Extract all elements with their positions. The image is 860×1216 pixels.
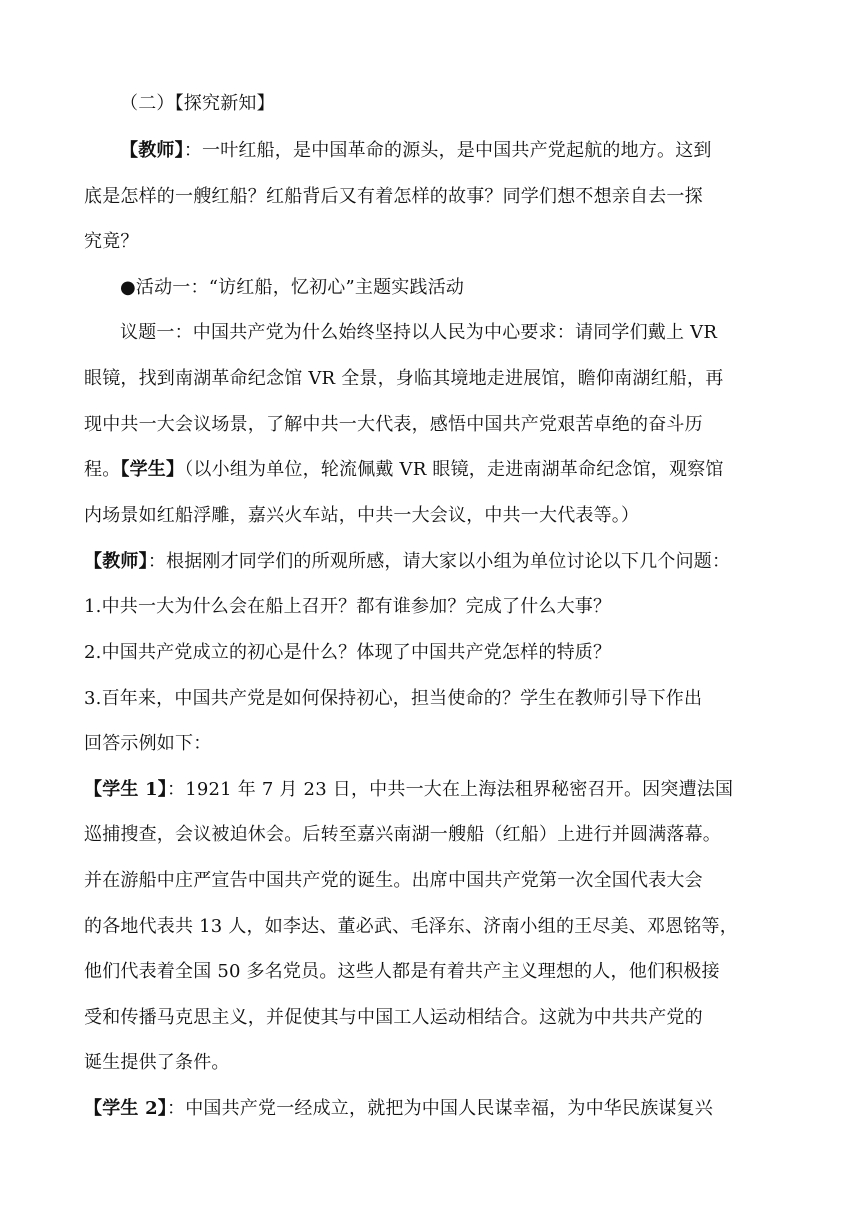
teacher-paragraph-line-2: 底是怎样的一艘红船？红船背后又有着怎样的故事？同学们想不想亲自去一探 (84, 186, 703, 207)
student-label: 【学生】 (120, 459, 185, 480)
student1-line-7: 诞生提供了条件。 (84, 1052, 230, 1073)
student1-line-2: 巡捕搜查，会议被迫休会。后转至嘉兴南湖一艘船（红船）上进行并圆满落幕。 (84, 824, 721, 845)
student1-text: ：1921 年 7 月 23 日，中共一大在上海法租界秘密召开。因突遭法国 (167, 779, 734, 800)
student1-line-4: 的各地代表共 13 人，如李达、董必武、毛泽东、济南小组的王尽美、邓恩铭等， (84, 916, 738, 937)
teacher-prompt-text: ：根据刚才同学们的所观所感，请大家以小组为单位讨论以下几个问题： (147, 551, 731, 572)
topic-line-1: 议题一：中国共产党为什么始终坚持以人民为中心要求：请同学们戴上 VR (120, 322, 718, 343)
teacher-label: 【教师】 (120, 140, 184, 161)
topic-prefix: 程。 (84, 459, 121, 480)
student2-text: ：中国共产党一经成立，就把为中国人民谋幸福，为中华民族谋复兴 (167, 1098, 713, 1119)
question-3-continued: 回答示例如下： (84, 733, 212, 754)
student1-label: 【学生 1】 (84, 779, 167, 800)
student1-line-6: 受和传播马克思主义，并促使其与中国工人运动相结合。这就为中共共产党的 (84, 1007, 703, 1028)
section-heading: （二）【探究新知】 (120, 93, 275, 114)
teacher-label-2: 【教师】 (84, 551, 148, 572)
teacher-text: ：一叶红船，是中国革命的源头，是中国共产党起航的地方。这到 (183, 140, 712, 161)
topic-suffix: （以小组为单位，轮流佩戴 VR 眼镜，走进南湖革命纪念馆，观察馆 (184, 459, 724, 480)
question-3: 3.百年来，中国共产党是如何保持初心，担当使命的？学生在教师引导下作出 (84, 688, 703, 709)
student2-line-1 (84, 1097, 779, 1121)
student2-label: 【学生 2】 (84, 1098, 167, 1119)
topic-line-2: 眼镜，找到南湖革命纪念馆 VR 全景，身临其境地走进展馆，瞻仰南湖红船，再 (84, 368, 724, 389)
student1-line-5: 他们代表着全国 50 多名党员。这些人都是有着共产主义理想的人，他们积极接 (84, 961, 720, 982)
topic-line-3: 现中共一大会议场景，了解中共一大代表，感悟中国共产党艰苦卓绝的奋斗历 (84, 414, 703, 435)
question-2: 2.中国共产党成立的初心是什么？体现了中国共产党怎样的特质？ (84, 642, 612, 663)
topic-line-5: 内场景如红船浮雕，嘉兴火车站，中共一大会议，中共一大代表等。） (84, 505, 640, 526)
teacher-prompt (84, 550, 779, 574)
student1-line-3: 并在游船中庄严宣告中国共产党的诞生。出席中国共产党第一次全国代表大会 (84, 870, 703, 891)
question-1: 1.中共一大为什么会在船上召开？都有谁参加？完成了什么大事？ (84, 596, 612, 617)
teacher-paragraph-line-1 (120, 139, 780, 163)
activity-title: ●活动一：“访红船，忆初心”主题实践活动 (120, 277, 465, 298)
topic-line-4 (84, 458, 779, 482)
student1-line-1 (84, 778, 779, 802)
teacher-paragraph-line-3: 究竟？ (84, 231, 139, 252)
